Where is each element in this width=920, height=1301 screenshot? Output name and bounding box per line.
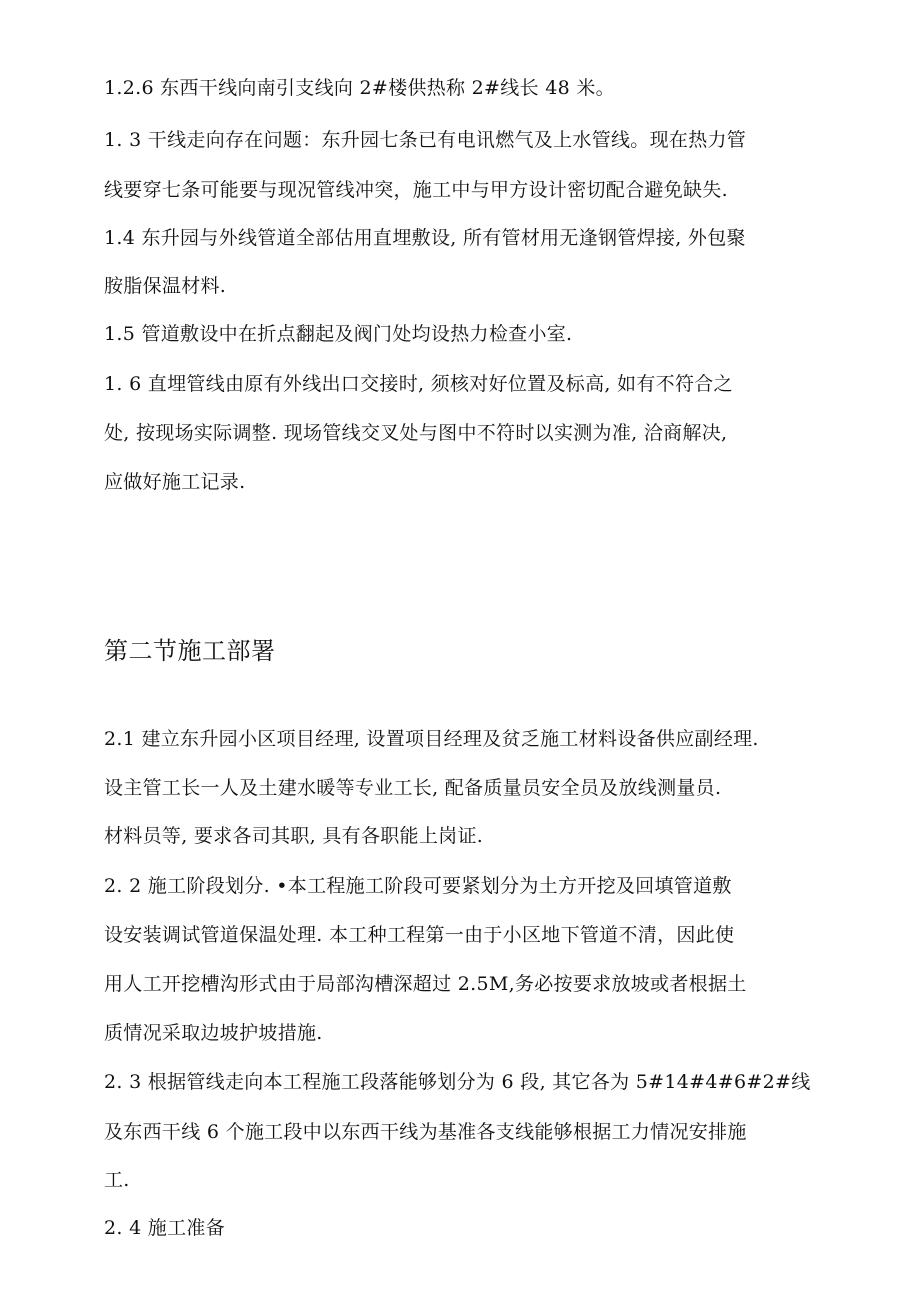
paragraph-line: 2.1 建立东升园小区项目经理, 设置项目经理及贫乏施工材料设备供应副经理. [104, 728, 759, 750]
paragraph-line: 2. 2 施工阶段划分. •本工程施工阶段可要紧划分为土方开挖及回填管道敷 [104, 875, 732, 897]
paragraph-line: 用人工开挖槽沟形式由于局部沟槽深超过 2.5M,务必按要求放坡或者根据土 [104, 973, 747, 995]
paragraph-line: 及东西干线 6 个施工段中以东西干线为基准各支线能够根据工力情况安排施 [104, 1121, 747, 1143]
section-heading: 第二节施工部署 [104, 637, 276, 665]
paragraph-line: 工. [104, 1169, 130, 1191]
paragraph-line: 1. 3 干线走向存在问题：东升园七条已有电讯燃气及上水管线。现在热力管 [104, 129, 747, 151]
paragraph-line: 线要穿七条可能要与现况管线冲突，施工中与甲方设计密切配合避免缺失. [104, 179, 728, 201]
paragraph-line: 质情况采取边坡护坡措施. [104, 1022, 323, 1044]
paragraph-line: 材料员等, 要求各司其职, 具有各职能上岗证. [104, 825, 484, 847]
paragraph-line: 胺脂保温材料. [104, 275, 227, 297]
paragraph-line: 设主管工长一人及土建水暖等专业工长, 配备质量员安全员及放线测量员. [104, 777, 722, 799]
paragraph-line: 2. 3 根据管线走向本工程施工段落能够划分为 6 段, 其它各为 5#14#4#6#2#线 [104, 1071, 811, 1093]
paragraph-line: 处, 按现场实际调整. 现场管线交叉处与图中不符时以实测为准, 洽商解决, [104, 422, 728, 444]
paragraph-line: 设安装调试管道保温处理. 本工种工程第一由于小区地下管道不清，因此使 [104, 924, 735, 946]
paragraph-line: 2. 4 施工准备 [104, 1217, 225, 1239]
paragraph-line: 1. 6 直埋管线由原有外线出口交接时, 须核对好位置及标高, 如有不符合之 [104, 373, 733, 395]
paragraph-line: 1.5 管道敷设中在折点翻起及阀门处均设热力检查小室. [104, 323, 573, 345]
paragraph-line: 1.4 东升园与外线管道全部估用直埋敷设, 所有管材用无逢钢管焊接, 外包聚 [104, 227, 746, 249]
paragraph-line: 1.2.6 东西干线向南引支线向 2#楼供热称 2#线长 48 米。 [104, 77, 615, 99]
paragraph-line: 应做好施工记录. [104, 471, 246, 493]
